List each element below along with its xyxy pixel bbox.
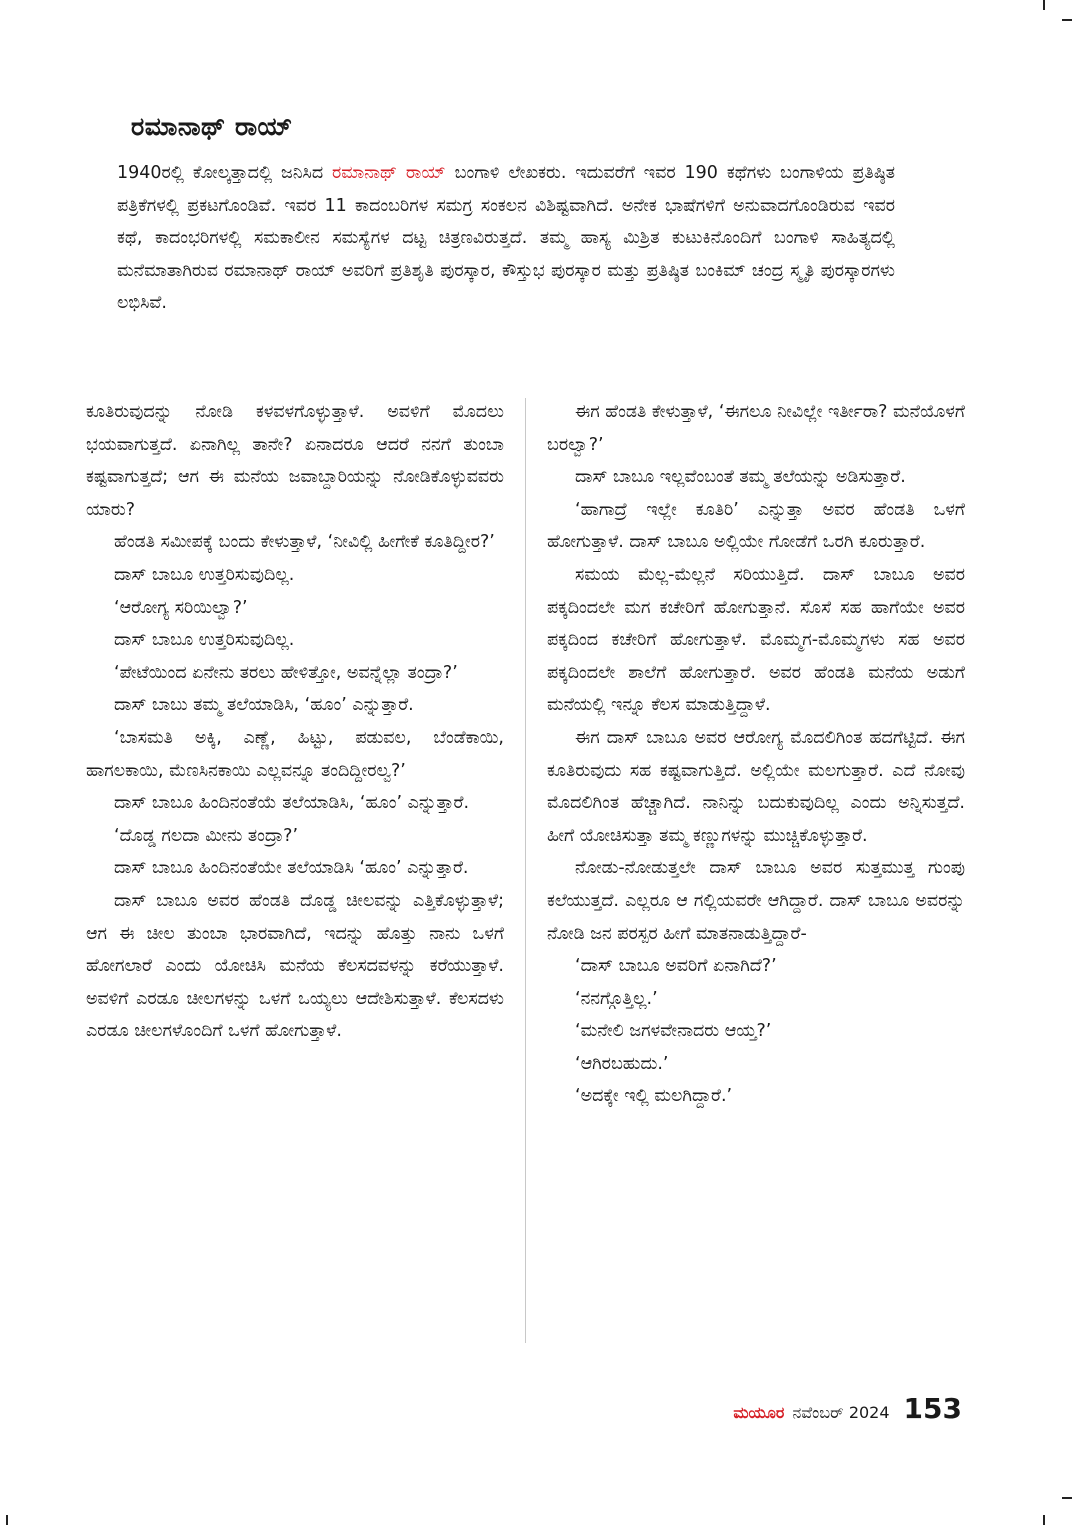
author-bio bbox=[117, 157, 895, 320]
crop-mark bbox=[1043, 1515, 1045, 1525]
crop-mark bbox=[1062, 1497, 1072, 1499]
bio-author-highlight: ರಮಾನಾಥ್ ರಾಯ್ bbox=[332, 163, 446, 183]
story-column-left bbox=[86, 396, 504, 1048]
paragraph: ಹೆಂಡತಿ ಸಮೀಪಕ್ಕೆ ಬಂದು ಕೇಳುತ್ತಾಳೆ, ‘ನೀವಿಲ್ಲಿ ಹೀಗೇಕೆ ಕೂತಿದ್ದೀರ?’ bbox=[114, 532, 495, 553]
paragraph: ದಾಸ್ ಬಾಬೂ ಹಿಂದಿನಂತೆಯೆ ತಲೆಯಾಡಿಸಿ, ‘ಹೂಂ’ ಎನ್ನುತ್ತಾರೆ. bbox=[114, 793, 470, 814]
bio-text: ಬಂಗಾಳಿ ಲೇಖಕರು. ಇದುವರೆಗೆ ಇವರ 190 ಕಥೆಗಳು ಬಂಗಾಳಿಯ ಪ್ರತಿಷ್ಠಿತ ಪತ್ರಿಕೆಗಳಲ್ಲಿ ಪ್ರಕಟಗೊಂಡಿವೆ. ಇವರ 11 ಕಾದಂಬರಿಗಳ ಸಮಗ್ರ ಸಂಕಲನ ವಿಶಿಷ್ಟವಾಗಿದೆ. ಅನೇಕ ಭಾಷೆಗಳಿಗೆ ಅನುವಾದಗೊಂಡಿರುವ ಇವರ ಕಥೆ, ಕಾದಂಭರಿಗಳಲ್ಲಿ ಸಮಕಾಲೀನ ಸಮಸ್ಯೆಗಳ ದಟ್ಟ ಚಿತ್ರಣವಿರುತ್ತದೆ. ತಮ್ಮ ಹಾಸ್ಯ ಮಿಶ್ರಿತ ಕುಟುಕಿನೊಂದಿಗೆ ಬಂಗಾಳಿ ಸಾಹಿತ್ಯದಲ್ಲಿ ಮನೆಮಾತಾಗಿರುವ ರಮಾನಾಥ್ ರಾಯ್ ಅವರಿಗೆ ಪ್ರತಿಶೃತಿ ಪುರಸ್ಕಾರ, ಕೌಸ್ತುಭ ಪುರಸ್ಕಾರ ಮತ್ತು ಪ್ರತಿಷ್ಠಿತ ಬಂಕಿಮ್ ಚಂದ್ರ ಸ್ಮೃತಿ ಪುರಸ್ಕಾರಗಳು ಲಭಿಸಿವೆ. bbox=[117, 163, 895, 314]
paragraph: ‘ಪೇಟೆಯಿಂದ ಏನೇನು ತರಲು ಹೇಳಿತ್ತೋ, ಅವನ್ನೆಲ್ಲಾ ತಂದ್ರಾ?’ bbox=[114, 662, 458, 683]
paragraph: ‘ನನಗ್ಗೊತ್ತಿಲ್ಲ.’ bbox=[575, 988, 658, 1009]
crop-mark bbox=[1062, 19, 1072, 21]
crop-mark bbox=[1043, 0, 1045, 10]
paragraph: ‘ಆಗಿರಬಹುದು.’ bbox=[575, 1053, 669, 1074]
paragraph: ದಾಸ್ ಬಾಬೂ ಉತ್ತರಿಸುವುದಿಲ್ಲ. bbox=[114, 564, 295, 585]
story-column-right bbox=[547, 396, 965, 1113]
paragraph: ಈಗ ದಾಸ್ ಬಾಬೂ ಅವರ ಆರೋಗ್ಯ ಮೊದಲಿಗಿಂತ ಹದಗೆಟ್ಟಿದೆ. ಈಗ ಕೂತಿರುವುದು ಸಹ ಕಷ್ಟವಾಗುತ್ತಿದೆ. ಅಲ್ಲಿಯೇ ಮಲಗುತ್ತಾರೆ. ಎದೆ ನೋವು ಮೊದಲಿಗಿಂತ ಹೆಚ್ಚಾಗಿದೆ. ನಾನಿನ್ನು ಬದುಕುವುದಿಲ್ಲ ಎಂದು ಅನ್ನಿಸುತ್ತದೆ. ಹೀಗೆ ಯೋಚಿಸುತ್ತಾ ತಮ್ಮ ಕಣ್ಣುಗಳನ್ನು ಮುಚ್ಚಿಕೊಳ್ಳುತ್ತಾರೆ. bbox=[547, 727, 965, 846]
column-divider bbox=[525, 398, 526, 1343]
bio-text: 1940ರಲ್ಲಿ ಕೋಲ್ಕತ್ತಾದಲ್ಲಿ ಜನಿಸಿದ bbox=[117, 163, 333, 183]
paragraph: ‘ಮನೇಲಿ ಜಗಳವೇನಾದರು ಆಯ್ತ?’ bbox=[575, 1021, 772, 1042]
issue-date: ನವೆಂಬರ್ 2024 bbox=[792, 1403, 890, 1422]
page-footer bbox=[733, 1392, 962, 1425]
paragraph: ಕೂತಿರುವುದನ್ನು ನೋಡಿ ಕಳವಳಗೊಳ್ಳುತ್ತಾಳೆ. ಅವಳಿಗೆ ಮೊದಲು ಭಯವಾಗುತ್ತದೆ. ಏನಾಗಿಲ್ಲ ತಾನೇ? ಏನಾದರೂ ಆದರೆ ನನಗೆ ತುಂಬಾ ಕಷ್ಟವಾಗುತ್ತದೆ; ಆಗ ಈ ಮನೆಯ ಜವಾಬ್ದಾರಿಯನ್ನು ನೋಡಿಕೊಳ್ಳುವವರು ಯಾರು? bbox=[86, 402, 504, 520]
paragraph: ದಾಸ್ ಬಾಬು ತಮ್ಮ ತಲೆಯಾಡಿಸಿ, ‘ಹೂಂ’ ಎನ್ನುತ್ತಾರೆ. bbox=[114, 695, 414, 716]
paragraph: ಸಮಯ ಮೆಲ್ಲ-ಮೆಲ್ಲನೆ ಸರಿಯುತ್ತಿದೆ. ದಾಸ್ ಬಾಬೂ ಅವರ ಪಕ್ಕದಿಂದಲೇ ಮಗ ಕಚೇರಿಗೆ ಹೋಗುತ್ತಾನೆ. ಸೊಸೆ ಸಹ ಹಾಗೆಯೇ ಅವರ ಪಕ್ಕದಿಂದ ಕಚೇರಿಗೆ ಹೋಗುತ್ತಾಳೆ. ಮೊಮ್ಮಗ-ಮೊಮ್ಮಗಳು ಸಹ ಅವರ ಪಕ್ಕದಿಂದಲೇ ಶಾಲೆಗೆ ಹೋಗುತ್ತಾರೆ. ಅವರ ಹೆಂಡತಿ ಮನೆಯ ಅಡುಗೆ ಮನೆಯಲ್ಲಿ ಇನ್ನೂ ಕೆಲಸ ಮಾಡುತ್ತಿದ್ದಾಳೆ. bbox=[547, 564, 965, 716]
paragraph: ನೋಡು-ನೋಡುತ್ತಲೇ ದಾಸ್ ಬಾಬೂ ಅವರ ಸುತ್ತಮುತ್ತ ಗುಂಪು ಕಲೆಯುತ್ತದೆ. ಎಲ್ಲರೂ ಆ ಗಲ್ಲಿಯವರೇ ಆಗಿದ್ದಾರೆ. ದಾಸ್ ಬಾಬೂ ಅವರನ್ನು ನೋಡಿ ಜನ ಪರಸ್ಪರ ಹೀಗೆ ಮಾತನಾಡುತ್ತಿದ್ದಾರೆ- bbox=[547, 858, 965, 944]
paragraph: ‘ಆರೋಗ್ಯ ಸರಿಯಿಲ್ವಾ?’ bbox=[114, 597, 248, 618]
crop-mark bbox=[6, 1515, 8, 1525]
paragraph: ದಾಸ್ ಬಾಬೂ ಇಲ್ಲವೆಂಬಂತೆ ತಮ್ಮ ತಲೆಯನ್ನು ಅಡಿಸುತ್ತಾರೆ. bbox=[575, 467, 906, 488]
paragraph: ‘ದಾಸ್ ಬಾಬೂ ಅವರಿಗೆ ಏನಾಗಿದೆ?’ bbox=[575, 956, 777, 977]
page-number: 153 bbox=[903, 1392, 962, 1425]
paragraph: ‘ಹಾಗಾದ್ರೆ ಇಲ್ಲೇ ಕೂತಿರಿ’ ಎನ್ನುತ್ತಾ ಅವರ ಹೆಂಡತಿ ಒಳಗೆ ಹೋಗುತ್ತಾಳೆ. ದಾಸ್ ಬಾಬೂ ಅಲ್ಲಿಯೇ ಗೋಡೆಗೆ ಒರಗಿ ಕೂರುತ್ತಾರೆ. bbox=[547, 499, 965, 553]
paragraph: ದಾಸ್ ಬಾಬೂ ಅವರ ಹೆಂಡತಿ ದೊಡ್ಡ ಚೀಲವನ್ನು ಎತ್ತಿಕೊಳ್ಳುತ್ತಾಳೆ; ಆಗ ಈ ಚೀಲ ತುಂಬಾ ಭಾರವಾಗಿದೆ, ಇದನ್ನು ಹೊತ್ತು ನಾನು ಒಳಗೆ ಹೋಗಲಾರೆ ಎಂದು ಯೋಚಿಸಿ ಮನೆಯ ಕೆಲಸದವಳನ್ನು ಕರೆಯುತ್ತಾಳೆ. ಅವಳಿಗೆ ಎರಡೂ ಚೀಲಗಳನ್ನು ಒಳಗೆ ಒಯ್ಯಲು ಆದೇಶಿಸುತ್ತಾಳೆ. ಕೆಲಸದಳು ಎರಡೂ ಚೀಲಗಳೊಂದಿಗೆ ಒಳಗೆ ಹೋಗುತ್ತಾಳೆ. bbox=[86, 890, 504, 1042]
paragraph: ದಾಸ್ ಬಾಬೂ ಹಿಂದಿನಂತೆಯೇ ತಲೆಯಾಡಿಸಿ ‘ಹೂಂ’ ಎನ್ನುತ್ತಾರೆ. bbox=[114, 858, 469, 879]
paragraph: ಈಗ ಹೆಂಡತಿ ಕೇಳುತ್ತಾಳೆ, ‘ಈಗಲೂ ನೀವಿಲ್ಲೇ ಇರ್ತೀರಾ? ಮನೆಯೊಳಗೆ ಬರಲ್ವಾ?’ bbox=[547, 402, 965, 455]
paragraph: ‘ಬಾಸಮತಿ ಅಕ್ಕಿ, ಎಣ್ಣೆ, ಹಿಟ್ಟು, ಪಡುವಲ, ಬೆಂಡೆಕಾಯಿ, ಹಾಗಲಕಾಯಿ, ಮೆಣಸಿನಕಾಯಿ ಎಲ್ಲವನ್ನೂ ತಂದಿದ್ದೀರಲ್ವ?’ bbox=[86, 727, 504, 781]
paragraph: ದಾಸ್ ಬಾಬೂ ಉತ್ತರಿಸುವುದಿಲ್ಲ. bbox=[114, 630, 295, 651]
paragraph: ‘ಅದಕ್ಕೇ ಇಲ್ಲಿ ಮಲಗಿದ್ದಾರೆ.’ bbox=[575, 1086, 733, 1107]
paragraph: ‘ದೊಡ್ಡ ಗಲದಾ ಮೀನು ತಂದ್ರಾ?’ bbox=[114, 825, 299, 846]
magazine-name: ಮಯೂರ bbox=[733, 1403, 785, 1422]
author-name: ರಮಾನಾಥ್ ರಾಯ್ bbox=[131, 112, 293, 141]
